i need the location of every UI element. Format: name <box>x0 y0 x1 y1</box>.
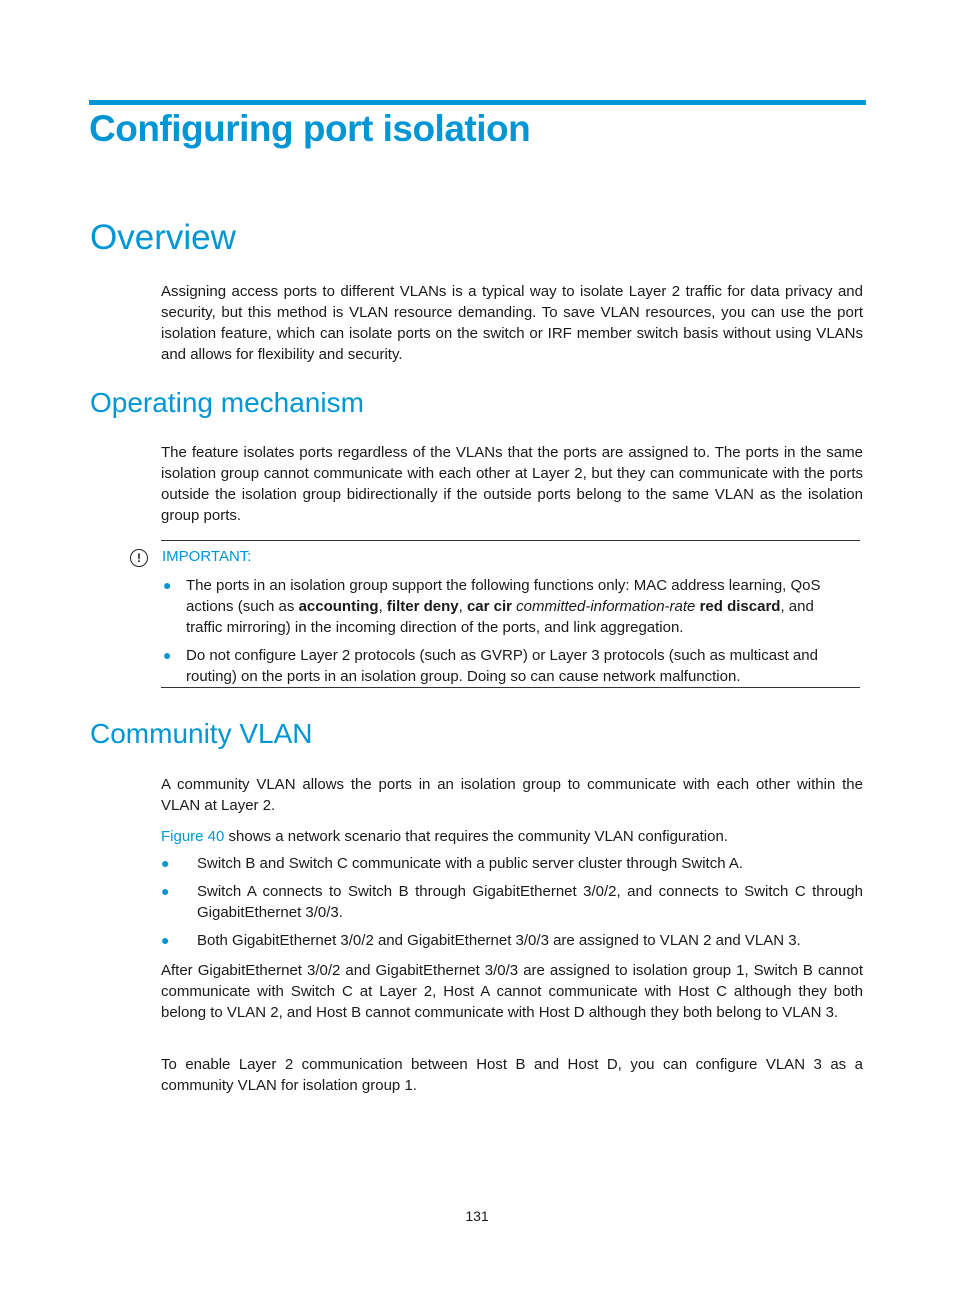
command-keyword: filter deny <box>386 598 459 615</box>
bullet-icon: ● <box>161 855 170 871</box>
command-keyword: car cir <box>466 598 512 615</box>
list-item: ● Switch A connects to Switch B through GigabitEthernet 3/0/2, and connects to Switch C through GigabitEthernet 3/0/3. <box>161 883 863 921</box>
note-bottom-rule <box>161 687 860 688</box>
list-item: ● The ports in an isolation group support the following functions only: MAC address learning, QoS actions (such as accounting, filter deny, car cir committed-information-rate red discard, and traffic mirroring) in the incoming direction of the ports, and link aggregation. <box>163 577 821 636</box>
list-item: ● Do not configure Layer 2 protocols (such as GVRP) or Layer 3 protocols (such as multicast and routing) on the ports in an isolation group. Doing so can cause network malfunction. <box>163 647 818 685</box>
operating-text: The feature isolates ports regardless of the VLANs that the ports are assigned to. The ports in the same isolation group cannot communicate with each other at Layer 2, but they can communicate with the ports outside the isolation group bidirectionally if the outside ports belong to the same VLAN as the isolation group ports. <box>161 444 863 524</box>
community-paragraph-3: After GigabitEthernet 3/0/2 and GigabitEthernet 3/0/3 are assigned to isolation group 1, Switch B cannot communicate with Switch C at Layer 2, Host A cannot communicate with Host C although they both belong to VLAN 2, and Host B cannot communicate with Host D although they both belong to VLAN 3. <box>161 962 863 1021</box>
community-paragraph-2: Figure 40 shows a network scenario that requires the community VLAN configuration. <box>161 828 728 845</box>
figure-link[interactable]: Figure 40 <box>161 828 225 845</box>
list-item: ● Switch B and Switch C communicate with a public server cluster through Switch A. <box>161 855 744 872</box>
section-heading-operating: Operating mechanism <box>90 387 364 418</box>
list-item: ● Both GigabitEthernet 3/0/2 and GigabitEthernet 3/0/3 are assigned to VLAN 2 and VLAN 3. <box>161 932 801 949</box>
section-heading-overview: Overview <box>90 218 236 257</box>
bullet-icon: ● <box>163 647 172 663</box>
page-number: 131 <box>465 1208 489 1224</box>
community-paragraph-4: To enable Layer 2 communication between Host B and Host D, you can configure VLAN 3 as a community VLAN for isolation group 1. <box>161 1056 863 1094</box>
important-label: IMPORTANT: <box>162 548 252 565</box>
chapter-title: Configuring port isolation <box>89 108 531 149</box>
bullet-icon: ● <box>163 577 172 593</box>
command-keyword: accounting <box>298 598 379 615</box>
community-list <box>161 853 863 951</box>
overview-paragraph <box>161 281 863 365</box>
important-list <box>163 575 851 687</box>
command-keyword: red discard <box>699 598 781 615</box>
exclamation-circle-icon: ! <box>130 549 148 567</box>
bullet-icon: ● <box>161 932 170 948</box>
overview-text: Assigning access ports to different VLANs is a typical way to isolate Layer 2 traffic for data privacy and security, but this method is VLAN resource demanding. To save VLAN resources, you can use the port isolation feature, which can isolate ports on the switch or IRF member switch basis without using VLANs and allows for flexibility and security. <box>161 283 863 363</box>
note-top-rule <box>161 540 860 541</box>
bullet-icon: ● <box>161 883 170 899</box>
chapter-top-rule <box>89 100 866 105</box>
command-argument: committed-information-rate <box>516 598 696 615</box>
community-paragraph-1: A community VLAN allows the ports in an isolation group to communicate with each other within the VLAN at Layer 2. <box>161 776 863 814</box>
section-heading-community: Community VLAN <box>90 718 313 749</box>
operating-paragraph <box>161 442 863 526</box>
